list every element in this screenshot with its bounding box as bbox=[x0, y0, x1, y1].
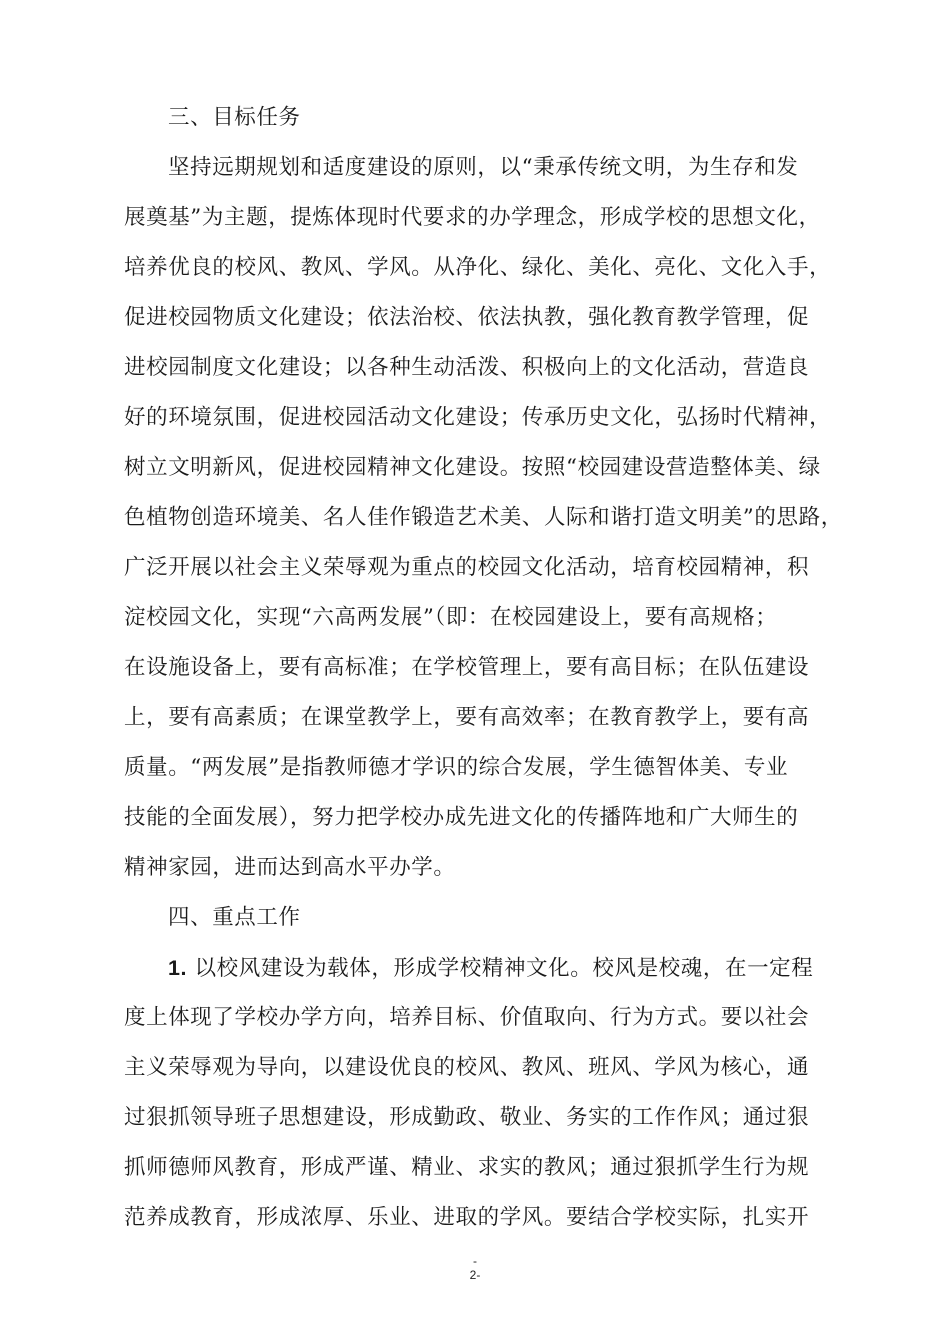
paragraph-line: 技能的全面发展），努力把学校办成先进文化的传播阵地和广大师生的 bbox=[124, 805, 799, 830]
item-number: 1. bbox=[168, 956, 188, 980]
paragraph-line: 好的环境氛围，促进校园活动文化建设；传承历史文化，弘扬时代精神， bbox=[124, 405, 832, 430]
paragraph-line: 淀校园文化，实现“六高两发展”（即：在校园建设上，要有高规格； bbox=[124, 605, 778, 630]
document-body bbox=[124, 93, 844, 1243]
paragraph-line: 培养优良的校风、教风、学风。从净化、绿化、美化、亮化、文化入手， bbox=[124, 255, 832, 280]
paragraph-line: 展奠基”为主题，提炼体现时代要求的办学理念，形成学校的思想文化， bbox=[124, 205, 821, 230]
paragraph-line: 抓师德师风教育，形成严谨、精业、求实的教风；通过狠抓学生行为规 bbox=[124, 1155, 810, 1180]
paragraph-line: 度上体现了学校办学方向，培养目标、价值取向、行为方式。要以社会 bbox=[124, 1005, 810, 1030]
paragraph-line: 主义荣辱观为导向，以建设优良的校风、教风、班风、学风为核心，通 bbox=[124, 1055, 810, 1080]
paragraph-line: 质量。“两发展”是指教师德才学识的综合发展，学生德智体美、专业 bbox=[124, 755, 789, 780]
paragraph-line: 树立文明新风，促进校园精神文化建设。按照“校园建设营造整体美、绿 bbox=[124, 455, 821, 480]
paragraph-line: 坚持远期规划和适度建设的原则，以“秉承传统文明，为生存和发 bbox=[168, 155, 799, 180]
paragraph-line: 过狠抓领导班子思想建设，形成勤政、敬业、务实的工作作风；通过狠 bbox=[124, 1105, 810, 1130]
paragraph-line: 上，要有高素质；在课堂教学上，要有高效率；在教育教学上，要有高 bbox=[124, 705, 810, 730]
paragraph-line: 进校园制度文化建设；以各种生动活泼、积极向上的文化活动，营造良 bbox=[124, 355, 810, 380]
footer-dash: - bbox=[473, 1254, 477, 1268]
paragraph-line: 范养成教育，形成浓厚、乐业、进取的学风。要结合学校实际，扎实开 bbox=[124, 1205, 810, 1230]
paragraph-line: 在设施设备上，要有高标准；在学校管理上，要有高目标；在队伍建设 bbox=[124, 655, 810, 680]
paragraph-line: 广泛开展以社会主义荣辱观为重点的校园文化活动，培育校园精神，积 bbox=[124, 555, 810, 580]
paragraph-line: 色植物创造环境美、名人佳作锻造艺术美、人际和谐打造文明美”的思路， bbox=[124, 505, 843, 530]
paragraph-line: 促进校园物质文化建设；依法治校、依法执教，强化教育教学管理，促 bbox=[124, 305, 810, 330]
section-heading: 三、目标任务 bbox=[168, 105, 301, 130]
numbered-item-line bbox=[124, 943, 844, 993]
section-heading: 四、重点工作 bbox=[168, 905, 301, 930]
paragraph-line: 精神家园，进而达到高水平办学。 bbox=[124, 855, 456, 880]
item-text: 以校风建设为载体，形成学校精神文化。校风是校魂，在一定程 bbox=[194, 956, 814, 981]
page-number: 2- bbox=[469, 1268, 481, 1282]
